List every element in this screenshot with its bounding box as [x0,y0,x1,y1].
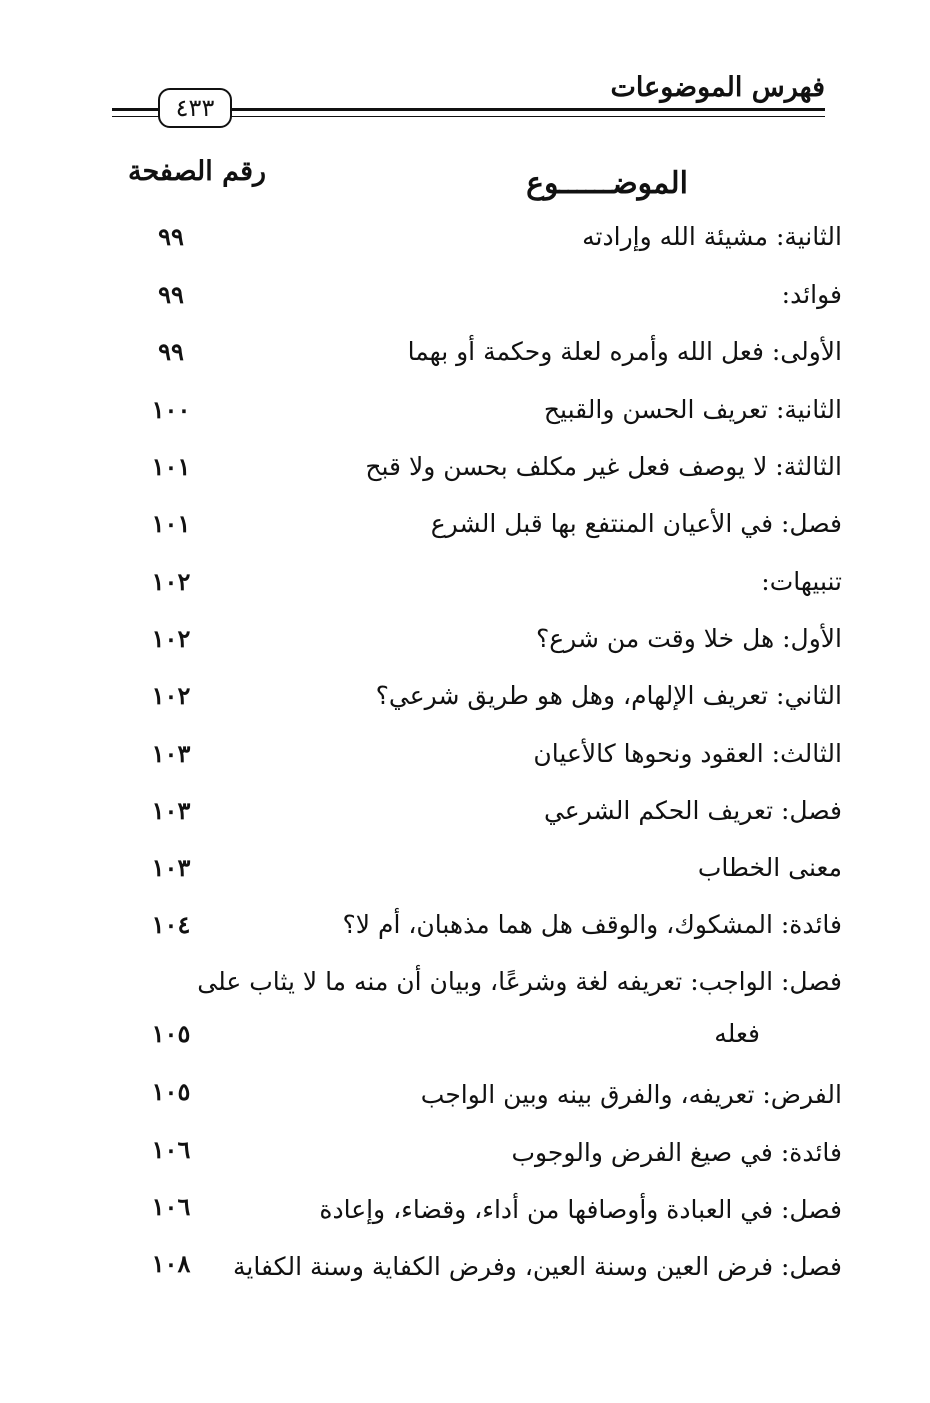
entry-title: تنبيهات: [761,567,842,596]
entry-title: الأولى: فعل الله وأمره لعلة وحكمة أو بهما [407,337,842,366]
entry-page: ١٠٢ [151,681,191,710]
entry-title: معنى الخطاب [697,853,842,882]
entry-page: ٩٩ [158,222,184,251]
entry-continuation: فعله [714,1019,760,1048]
entry-page: ١٠٢ [151,624,191,653]
entry-title: الثاني: تعريف الإلهام، وهل هو طريق شرعي؟ [375,681,842,710]
entry-title: فصل: فرض العين وسنة العين، وفرض الكفاية وسنة الكفاية [233,1252,842,1281]
column-heading-topic: الموضــــــوع [526,166,688,201]
entry-title: الثانية: مشيئة الله وإرادته [582,222,842,251]
entry-title: فائدة: المشكوك، والوقف هل هما مذهبان، أم لا؟ [342,910,842,939]
entry-page: ١٠١ [151,509,191,538]
entry-page: ١٠٣ [151,853,191,882]
entry-page: ١٠١ [151,452,191,481]
entry-page: ١٠٠ [151,395,191,424]
entry-title: فصل: في العبادة وأوصافها من أداء، وقضاء، وإعادة [319,1195,842,1224]
running-title: فهرس الموضوعات [610,72,825,103]
entry-title: فصل: في الأعيان المنتفع بها قبل الشرع [430,509,842,538]
entry-title: الثالث: العقود ونحوها كالأعيان [533,739,842,768]
entry-title: الفرض: تعريفه، والفرق بينه وبين الواجب [420,1080,842,1109]
entry-page: ١٠٦ [151,1135,191,1164]
column-heading-page: رقم الصفحة [128,156,267,187]
page-number: ٤٣٣ [158,88,232,128]
entry-page: ١٠٤ [151,910,191,939]
entry-title: الثالثة: لا يوصف فعل غير مكلف بحسن ولا قبح [365,452,842,481]
entry-page: ١٠٦ [151,1192,191,1221]
entry-page: ١٠٣ [151,739,191,768]
entry-title: فوائد: [781,280,842,309]
entry-page: ١٠٢ [151,567,191,596]
entry-title: فصل: الواجب: تعريفه لغة وشرعًا، وبيان أن منه ما لا يثاب على [197,967,842,996]
entry-title: فصل: تعريف الحكم الشرعي [543,796,842,825]
entry-page: ١٠٣ [151,796,191,825]
entry-page: ١٠٨ [151,1249,191,1278]
entry-title: الثانية: تعريف الحسن والقبيح [543,395,842,424]
entry-page: ١٠٥ [151,1019,191,1048]
entry-title: فائدة: في صيغ الفرض والوجوب [511,1138,842,1167]
entry-page: ١٠٥ [151,1077,191,1106]
entry-page: ٩٩ [158,337,184,366]
entry-page: ٩٩ [158,280,184,309]
entry-title: الأول: هل خلا وقت من شرع؟ [535,624,842,653]
